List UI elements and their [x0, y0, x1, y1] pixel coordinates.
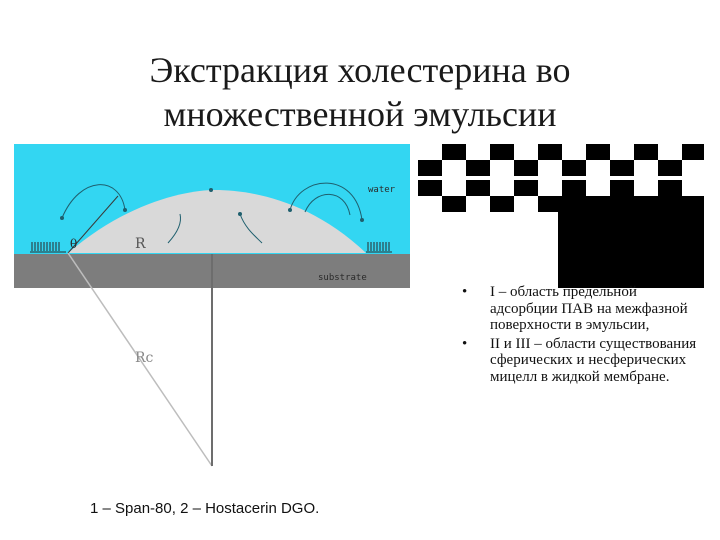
figure-caption: 1 – Span-80, 2 – Hostacerin DGO.	[90, 500, 320, 517]
bullet-list	[462, 284, 702, 387]
slide-title-line1: Экстракция холестерина во	[149, 50, 571, 90]
bullet-text: I – область предельной адсорбции ПАВ на межфазной поверхности в эмульсии,	[490, 284, 688, 333]
label-water: water	[368, 185, 396, 195]
bullet-item	[462, 336, 702, 386]
slide-title-line2: множественной эмульсии	[163, 94, 557, 134]
checker-pattern	[418, 144, 704, 288]
bullet-dot: •	[462, 335, 468, 352]
label-r: R	[135, 236, 146, 252]
bullet-dot: •	[462, 284, 468, 300]
bullet-item	[462, 284, 702, 334]
label-theta: θ	[70, 237, 78, 251]
bullet-text: II и III – области существования сферических и несферических мицелл в жидкой мембране.	[490, 335, 697, 385]
label-rc: Rc	[135, 350, 154, 366]
label-substrate: substrate	[318, 273, 367, 283]
